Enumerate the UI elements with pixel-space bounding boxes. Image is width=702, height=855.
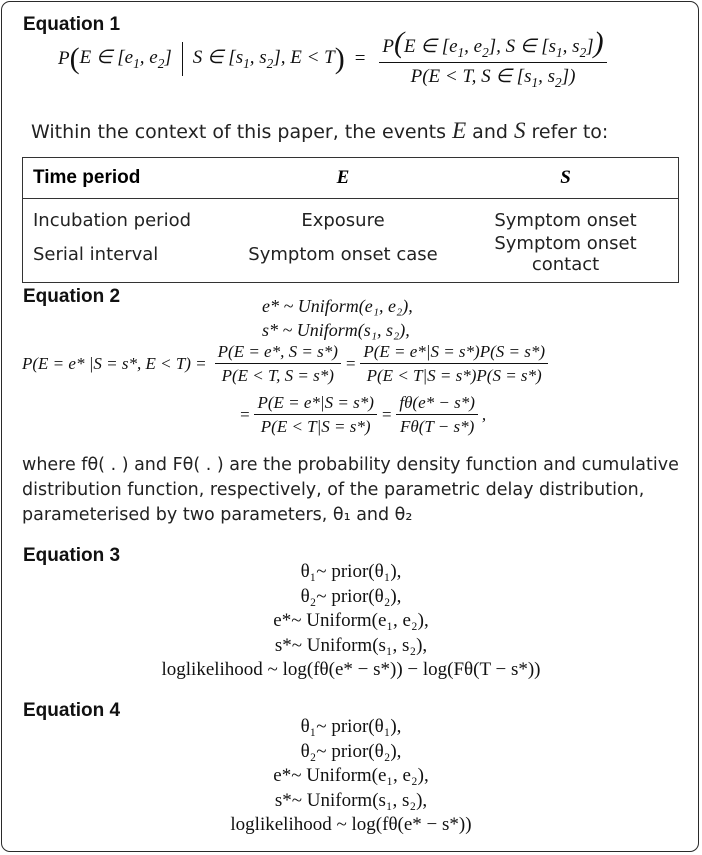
table-cell: Exposure [301,210,385,231]
eq3-line: e*~ Uniform(e₁, e₂), [273,610,429,631]
eq2-fraction-3: $\frac{P(E = e*|S = s*)}{P(E < T|S = s*)}$ [254,393,376,437]
where-line-2: distribution function, respectively, of the parametric delay distribution, [22,480,645,500]
eq2-fraction-2: $\frac{P(E = e*|S = s*)P(S = s*)}{P(E < T|S = s*)P(S = s*)}$ [360,342,548,386]
eq1-numerator: P(E ∈ [$e_1$, $e_2$], S ∈ [$s_1$, $s_2$]) [379,28,606,63]
table-row [23,233,679,283]
table-cell: Symptom onset [494,210,637,231]
eq4-line: s*~ Uniform(s₁, s₂), [274,789,428,811]
eq4-line: loglikelihood ~ log(fθ(e* − s*)) [230,814,472,835]
where-line-1: where fθ( . ) and Fθ( . ) are the probability density function and cumulative [22,455,679,475]
table-row [23,199,679,234]
eq3-line: θ₂~ prior(θ₂), [300,585,402,607]
header-s: S [453,158,679,199]
equation-2-title: Equation 2 [23,286,121,307]
table-cell: Serial interval [33,243,159,265]
eq1-condition: S ∈ [$s_1$, $s_2$], E < T [192,47,335,71]
eq4-line: θ₁~ prior(θ₁), [300,716,402,737]
eq1-equals: = [354,48,366,69]
table-cell: Symptom onset case [248,243,438,265]
eq1-event-e: E ∈ [$e_1$, $e_2$] [79,47,172,71]
eq2-lhs: P(E = e* |S = s*, E < T) = [22,354,207,373]
equation-3-title: Equation 3 [23,545,121,566]
table-cell: Symptom onset contact [494,233,637,275]
eq1-fraction [379,25,606,91]
eq2-fraction-1: $\frac{P(E = e*, S = s*)}{P(E < T, S = s*)}$ [215,342,341,386]
eq4-line: e*~ Uniform(e₁, e₂), [273,765,429,786]
table-cell: Incubation period [33,210,192,231]
eq4-line: θ₂~ prior(θ₂), [300,740,402,762]
eq2-line-2: s* ~ Uniform(s₁, s₂), [262,320,410,340]
header-e: E [233,158,453,199]
eq2-fraction-4: $\frac{f\theta(e* - s*)}{F\theta(T - s*)}$ [396,393,478,437]
eq1-denominator: P(E < T, S ∈ [$s_1$, $s_2$]) [410,65,576,90]
eq2-row-1: P(E = e* |S = s*, E < T) = $\frac{P(E = e*, S = s*)}{P(E < T, S = s*)}$ = $\frac{P(E = e*|S = s*)P(S = s*)}{P(E < T|S = s*)P(S = s*)}$ [22,342,552,386]
eq3-line: loglikelihood ~ log(fθ(e* − s*)) − log(Fθ(T − s*)) [161,659,541,680]
context-sentence: Within the context of this paper, the events E and S refer to: [31,118,609,143]
eq3-line: s*~ Uniform(s₁, s₂), [274,634,428,656]
eq2-row-2: = $\frac{P(E = e*|S = s*)}{P(E < T|S = s*)}$ = $\frac{f\theta(e* - s*)}{F\theta(T - s*)}$ , [239,393,487,436]
where-line-3: parameterised by two parameters, θ₁ and θ₂ [22,505,413,525]
equation-4-body [0,715,702,838]
equation-1: P ( E ∈ [$e_1$, $e_2$] S ∈ [$s_1$, $s_2$], E < T ) = $\frac{P(E \in [e_1, e_2], S \in [s_1, s_2])}{P(E < T, S \in [s_1, s_2])}$ [58,24,611,94]
header-time-period: Time period [23,158,234,199]
equation-1-title: Equation 1 [23,14,121,35]
time-period-table [22,157,679,283]
equation-4-title: Equation 4 [23,700,121,721]
eq2-line-1: e* ~ Uniform(e₁, e₂), [262,296,413,316]
eq3-line: θ₁~ prior(θ₁), [300,561,402,582]
equation-3-body [0,560,702,683]
table-header-row [23,158,679,199]
conditional-bar [182,42,183,76]
